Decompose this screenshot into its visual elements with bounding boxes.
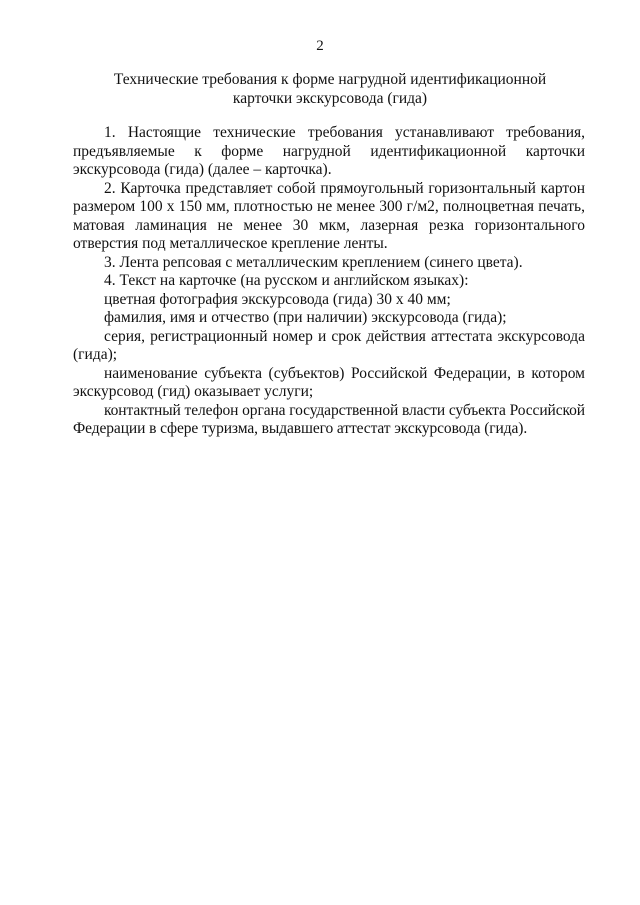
document-body [73,124,585,439]
page-number: 2 [316,38,324,54]
list-item-photo: цветная фотография экскурсовода (гида) 30 х 40 мм; [104,290,451,308]
document-title-line-2: карточки экскурсовода (гида) [232,90,428,107]
paragraph-1-purpose: 1. Настоящие технические требования устанавливают требования, предъявляемые к форме нагрудной идентификационной карточки экскурсовода (гида) (далее – карточка). [73,124,585,178]
paragraph-3-ribbon: 3. Лента репсовая с металлическим креплением (синего цвета). [104,253,523,271]
paragraph-2-card-material: 2. Карточка представляет собой прямоугольный горизонтальный картон размером 100 х 150 мм, плотностью не менее 300 г/м2, полноцветная печать, матовая ламинация не менее 30 мкм, лазерная резка горизонтального отверстия под металлическое крепление ленты. [73,179,585,252]
list-item-certificate: серия, регистрационный номер и срок действия аттестата экскурсовода (гида); [73,327,585,363]
list-item-contact-phone: контактный телефон органа государственной власти субъекта Российской Федерации в сфере туризма, выдавшего аттестат экскурсовода (гида). [73,401,585,437]
list-item-region: наименование субъекта (субъектов) Российской Федерации, в котором экскурсовод (гид) оказывает услуги; [73,364,585,400]
list-item-full-name: фамилия, имя и отчество (при наличии) экскурсовода (гида); [104,309,507,326]
document-title [80,70,580,108]
paragraph-4-card-text: 4. Текст на карточке (на русском и английском языках): [104,272,469,289]
document-title-line-1: Технические требования к форме нагрудной идентификационной [113,71,547,88]
